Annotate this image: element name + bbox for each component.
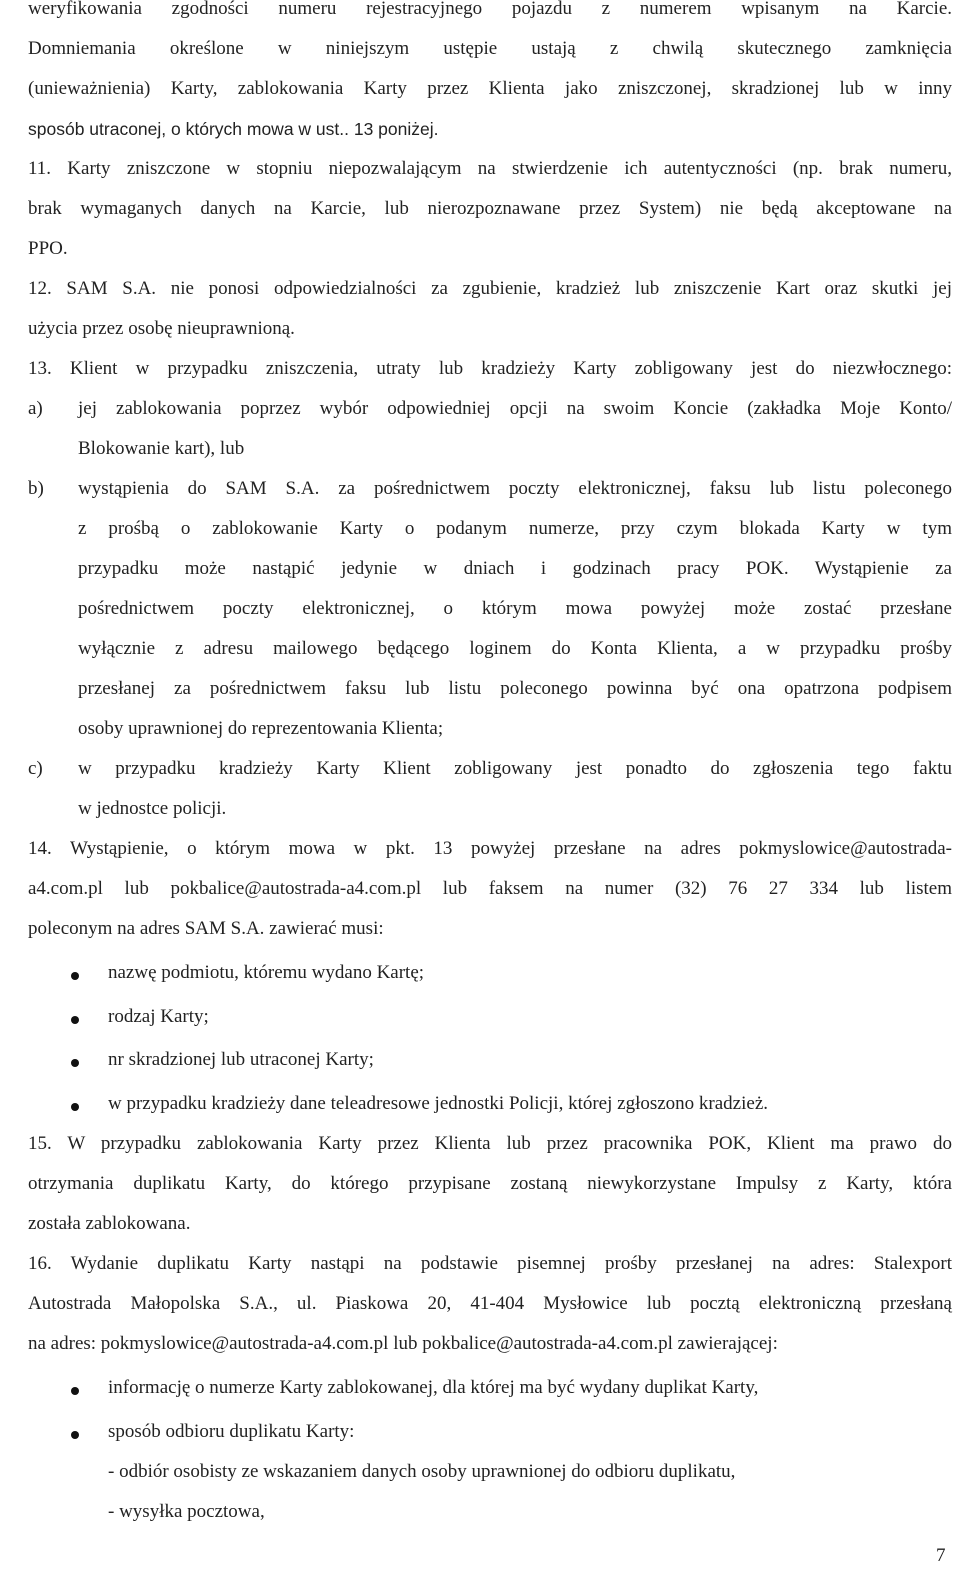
list-item: sposób odbioru duplikatu Karty:	[108, 1421, 355, 1442]
text-line: użycia przez osobę nieuprawnioną.	[28, 318, 295, 339]
text-line: brak wymaganych danych na Karcie, lub nierozpoznawane przez System) nie będą akceptowane na	[28, 198, 952, 219]
text-line: wystąpienia do SAM S.A. za pośrednictwem poczty elektronicznej, faksu lub listu poleconego	[78, 478, 952, 499]
text-line: jej zablokowania poprzez wybór odpowiedniej opcji na swoim Koncie (zakładka Moje Konto/	[78, 398, 952, 419]
text-line: osoby uprawnionej do reprezentowania Klienta;	[78, 718, 444, 739]
text-line: PPO.	[28, 238, 68, 259]
list-marker: b)	[28, 478, 44, 499]
sub-list-item: - odbiór osobisty ze wskazaniem danych osoby uprawnionej do odbioru duplikatu,	[108, 1461, 736, 1482]
sub-list-item: - wysyłka pocztowa,	[108, 1501, 265, 1522]
text-line: wyłącznie z adresu mailowego będącego loginem do Konta Klienta, a w przypadku prośby	[78, 638, 952, 659]
text-line: weryfikowania zgodności numeru rejestracyjnego pojazdu z numerem wpisanym na Karcie.	[28, 0, 952, 19]
bullet-icon	[71, 1103, 79, 1111]
text-line: 13. Klient w przypadku zniszczenia, utraty lub kradzieży Karty zobligowany jest do niezwłocznego:	[28, 358, 952, 379]
text-line: przypadku może nastąpić jedynie w dniach i godzinach pracy POK. Wystąpienie za	[78, 558, 952, 579]
bullet-icon	[71, 1016, 79, 1024]
bullet-icon	[71, 1431, 79, 1439]
text-line: Autostrada Małopolska S.A., ul. Piaskowa 20, 41-404 Mysłowice lub pocztą elektroniczną przesłaną	[28, 1293, 952, 1314]
list-item: rodzaj Karty;	[108, 1006, 209, 1027]
text-line: 12. SAM S.A. nie ponosi odpowiedzialności za zgubienie, kradzież lub zniszczenie Kart oraz skutki jej	[28, 278, 952, 299]
text-line: Domniemania określone w niniejszym ustępie ustają z chwilą skutecznego zamknięcia	[28, 38, 952, 59]
list-marker: c)	[28, 758, 43, 779]
text-line: 11. Karty zniszczone w stopniu niepozwalającym na stwierdzenie ich autentyczności (np. brak numeru,	[28, 158, 952, 179]
text-line: poleconym na adres SAM S.A. zawierać musi:	[28, 918, 384, 939]
text-line: sposób utraconej, o których mowa w ust.. 13 poniżej.	[28, 119, 439, 139]
list-item: nr skradzionej lub utraconej Karty;	[108, 1049, 374, 1070]
text-line: (unieważnienia) Karty, zablokowania Karty przez Klienta jako zniszczonej, skradzionej lub w inny	[28, 78, 952, 99]
bullet-icon	[71, 1387, 79, 1395]
list-item: informację o numerze Karty zablokowanej, dla której ma być wydany duplikat Karty,	[108, 1377, 759, 1398]
text-line: Blokowanie kart), lub	[78, 438, 245, 459]
text-line: 15. W przypadku zablokowania Karty przez Klienta lub przez pracownika POK, Klient ma prawo do	[28, 1133, 952, 1154]
text-line: a4.com.pl lub pokbalice@autostrada-a4.com.pl lub faksem na numer (32) 76 27 334 lub listem	[28, 878, 952, 899]
text-line: pośrednictwem poczty elektronicznej, o którym mowa powyżej może zostać przesłane	[78, 598, 952, 619]
page-number: 7	[936, 1545, 946, 1566]
bullet-icon	[71, 1059, 79, 1067]
text-line: 14. Wystąpienie, o którym mowa w pkt. 13 powyżej przesłane na adres pokmyslowice@autostrada-	[28, 838, 952, 859]
text-line: w jednostce policji.	[78, 798, 227, 819]
list-marker: a)	[28, 398, 43, 419]
text-line: z prośbą o zablokowanie Karty o podanym numerze, przy czym blokada Karty w tym	[78, 518, 952, 539]
text-line: została zablokowana.	[28, 1213, 191, 1234]
text-line: przesłanej za pośrednictwem faksu lub listu poleconego powinna być ona opatrzona podpisem	[78, 678, 952, 699]
text-line: otrzymania duplikatu Karty, do którego przypisane zostaną niewykorzystane Impulsy z Karty, która	[28, 1173, 952, 1194]
list-item: nazwę podmiotu, któremu wydano Kartę;	[108, 962, 425, 983]
text-line: 16. Wydanie duplikatu Karty nastąpi na podstawie pisemnej prośby przesłanej na adres: Stalexport	[28, 1253, 952, 1274]
text-line: na adres: pokmyslowice@autostrada-a4.com.pl lub pokbalice@autostrada-a4.com.pl zawierającej:	[28, 1333, 778, 1354]
text-line: w przypadku kradzieży Karty Klient zobligowany jest ponadto do zgłoszenia tego faktu	[78, 758, 952, 779]
bullet-icon	[71, 972, 79, 980]
list-item: w przypadku kradzieży dane teleadresowe jednostki Policji, której zgłoszono kradzież.	[108, 1093, 769, 1114]
